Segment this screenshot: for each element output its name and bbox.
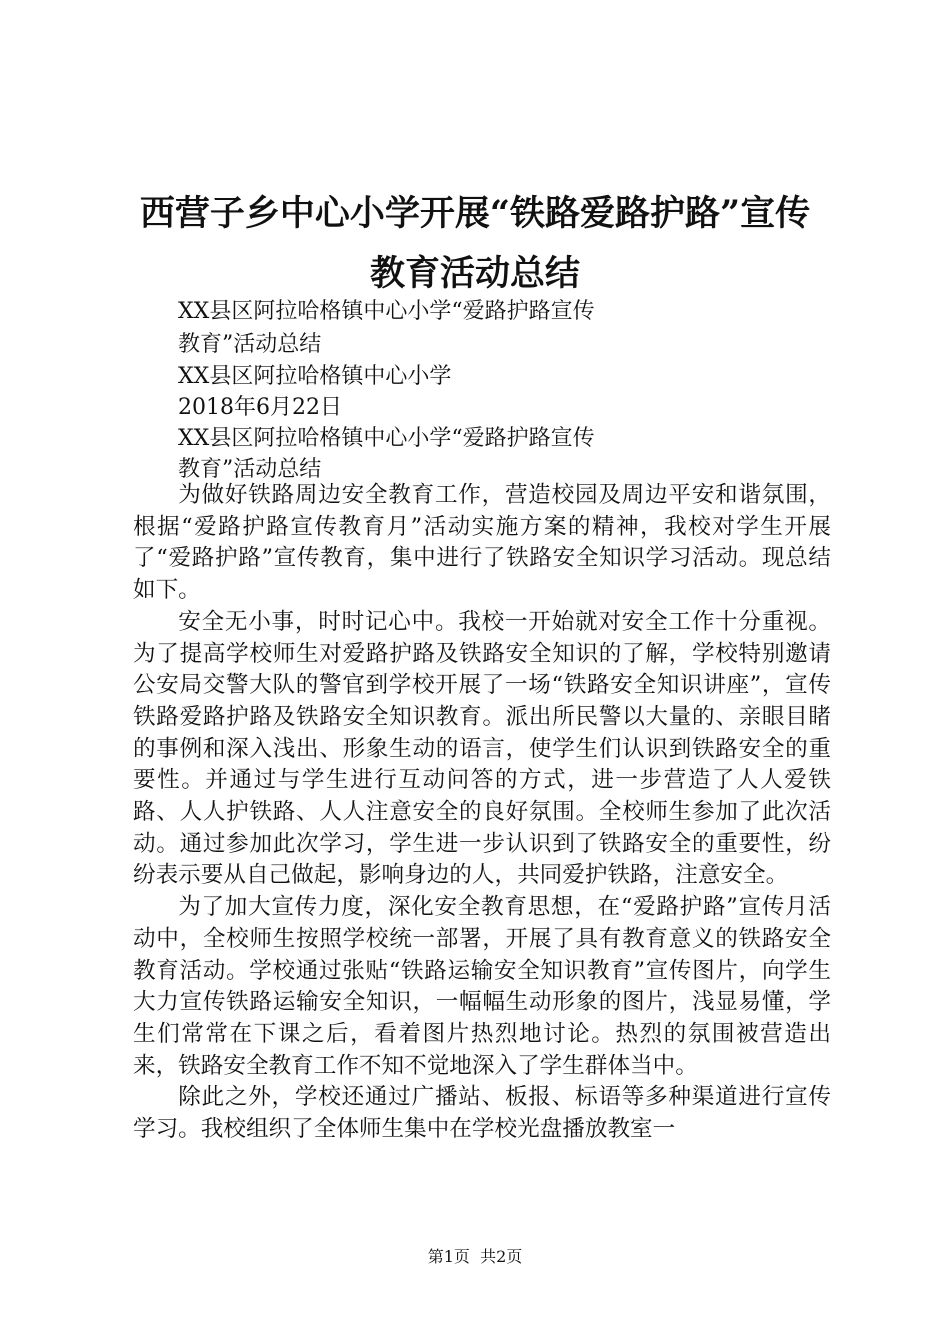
document-body <box>133 480 831 1146</box>
body-paragraph: 为做好铁路周边安全教育工作，营造校园及周边平安和谐氛围，根据“爱路护路宣传教育月”活动实施方案的精神，我校对学生开展了“爱路护路”宣传教育，集中进行了铁路安全知识学习活动。现总结如下。 <box>133 482 831 604</box>
document-title-line-2: 教育活动总结 <box>369 253 580 294</box>
page-number-footer: 第1页 共2页 <box>427 1247 523 1266</box>
body-paragraph: 为了加大宣传力度，深化安全教育思想，在“爱路护路”宣传月活动中，全校师生按照学校统一部署，开展了具有教育意义的铁路安全教育活动。学校通过张贴“铁路运输安全知识教育”宣传图片，向学生大力宣传铁路运输安全知识，一幅幅生动形象的图片，浅显易懂，学生们常常在下课之后，看着图片热烈地讨论。热烈的氛围被营造出来，铁路安全教育工作不知不觉地深入了学生群体当中。 <box>133 894 831 1079</box>
body-paragraph: 安全无小事，时时记心中。我校一开始就对安全工作十分重视。为了提高学校师生对爱路护路及铁路安全知识的了解，学校特别邀请公安局交警大队的警官到学校开展了一场“铁路安全知识讲座”，宣传铁路爱路护路及铁路安全知识教育。派出所民警以大量的、亲眼目睹的事例和深入浅出、形象生动的语言，使学生们认识到铁路安全的重要性。并通过与学生进行互动问答的方式，进一步营造了人人爱铁路、人人护铁路、人人注意安全的良好氛围。全校师生参加了此次活动。通过参加此次学习，学生进一步认识到了铁路安全的重要性，纷纷表示要从自己做起，影响身边的人，共同爱护铁路，注意安全。 <box>133 608 831 889</box>
meta-line-school-title-cont: 教育”活动总结 <box>178 332 322 357</box>
meta-line-school-title: XX县区阿拉哈格镇中心小学“爱路护路宣传 <box>178 299 595 324</box>
body-paragraph: 除此之外，学校还通过广播站、板报、标语等多种渠道进行宣传学习。我校组织了全体师生集中在学校光盘播放教室一 <box>133 1084 831 1143</box>
meta-line-repeat-title-cont: 教育”活动总结 <box>178 457 322 482</box>
meta-line-school-name: XX县区阿拉哈格镇中心小学 <box>178 364 452 389</box>
meta-line-date: 2018年6月22日 <box>178 395 342 420</box>
meta-line-repeat-title: XX县区阿拉哈格镇中心小学“爱路护路宣传 <box>178 426 595 451</box>
document-title-line-1: 西营子乡中心小学开展“铁路爱路护路”宣传 <box>139 193 811 234</box>
